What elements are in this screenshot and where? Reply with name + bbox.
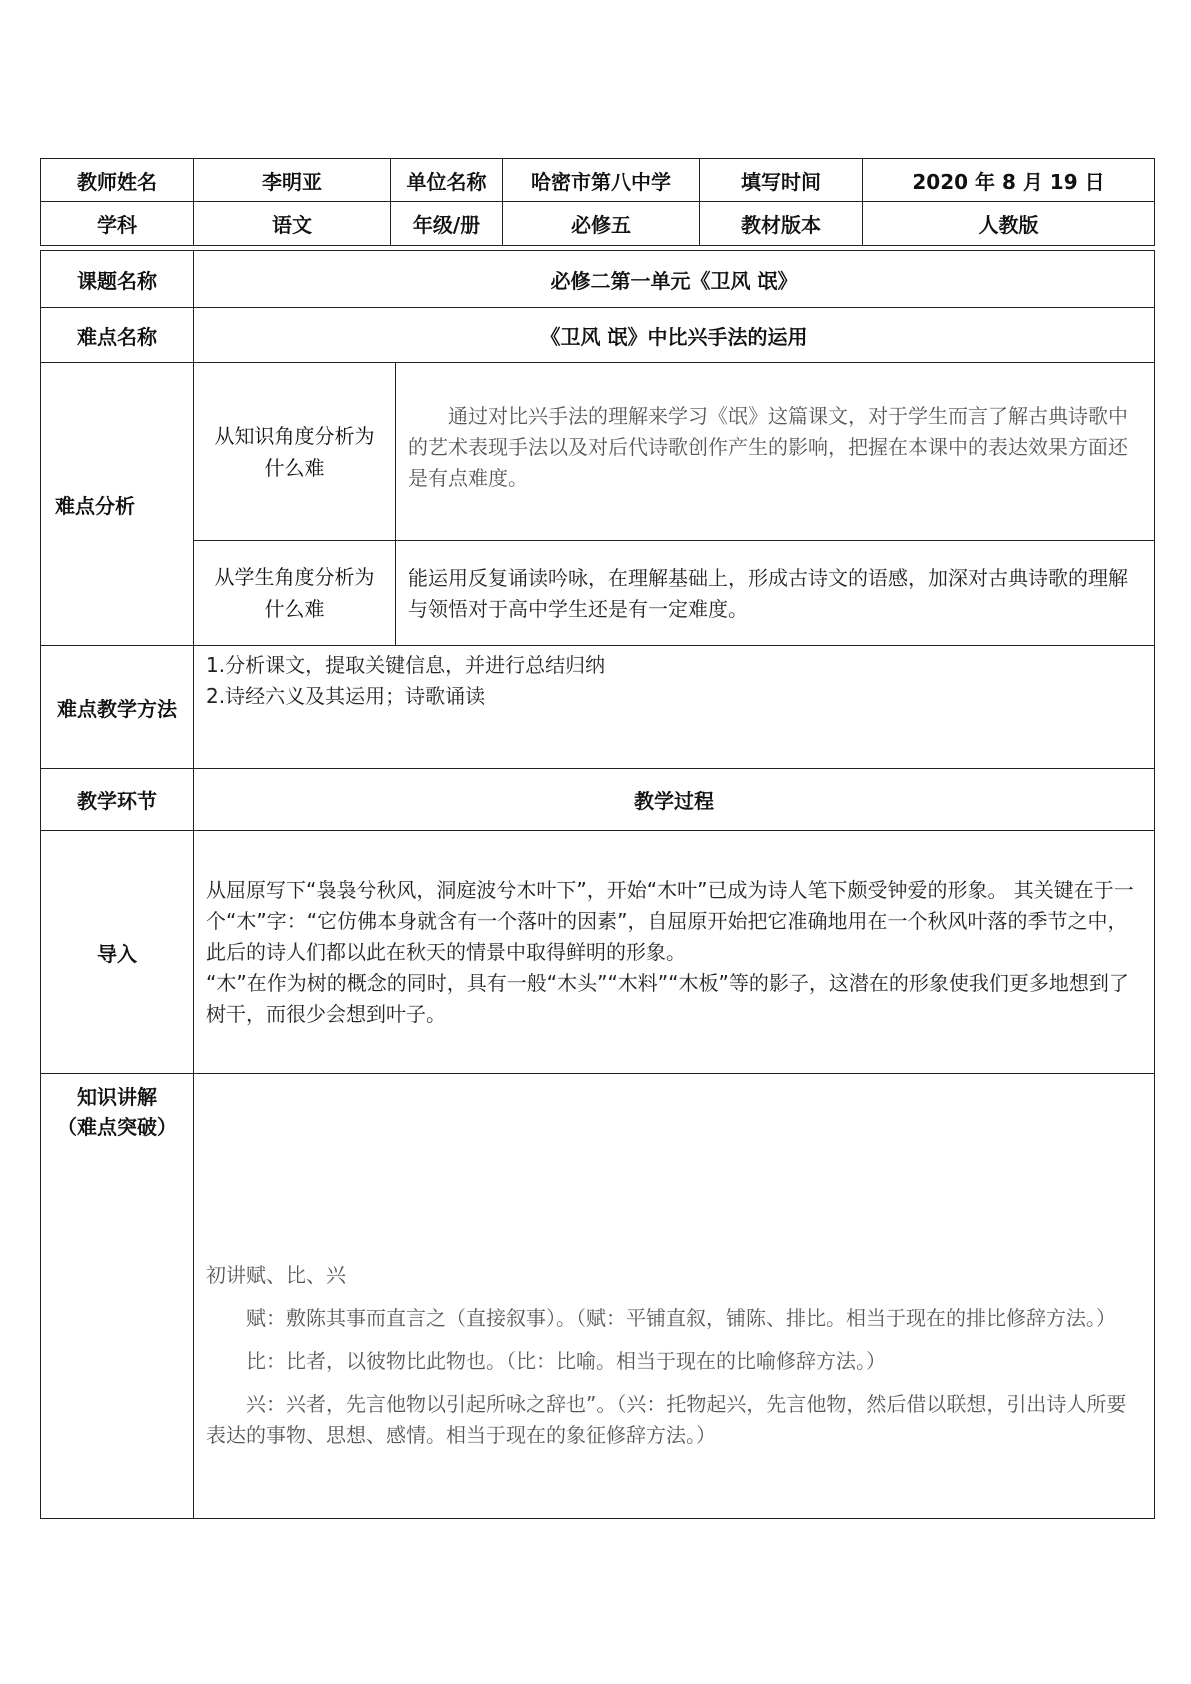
fill-time-value: 2020 年 8 月 19 日 — [862, 158, 1155, 202]
method-label: 难点教学方法 — [40, 645, 194, 769]
edition-label: 教材版本 — [699, 201, 863, 246]
student-angle-content — [395, 540, 1155, 646]
knowledge-angle-text: 从知识角度分析为什么难 — [214, 423, 375, 480]
knowledge-explain-line-1: 知识讲解 — [77, 1085, 157, 1109]
knowledge-heading: 初讲赋、比、兴 — [206, 1263, 346, 1287]
teacher-name-label: 教师姓名 — [40, 158, 194, 202]
intro-paragraph-2: “木”在作为树的概念的同时，具有一般“木头”“木料”“木板”等的影子，这潜在的形象使我们更多地想到了树干，而很少会想到叶子。 — [206, 971, 1129, 1026]
unit-name-label: 单位名称 — [390, 158, 503, 202]
knowledge-fu: 赋：敷陈其事而直言之（直接叙事）。（赋：平铺直叙，铺陈、排比。相当于现在的排比修辞方法。） — [246, 1306, 1116, 1330]
knowledge-angle-label — [193, 362, 396, 541]
method-line-1: 1.分析课文，提取关键信息，并进行总结归纳 — [206, 653, 606, 677]
knowledge-explain-line-2: （难点突破） — [57, 1115, 177, 1139]
topic-label: 课题名称 — [40, 250, 194, 308]
knowledge-explain-content — [193, 1073, 1155, 1519]
method-content — [193, 645, 1155, 769]
edition-value: 人教版 — [862, 201, 1155, 246]
knowledge-angle-paragraph: 通过对比兴手法的理解来学习《氓》这篇课文，对于学生而言了解古典诗歌中的艺术表现手法以及对后代诗歌创作产生的影响，把握在本课中的表达效果方面还是有点难度。 — [408, 404, 1128, 490]
difficulty-label: 难点名称 — [40, 307, 194, 363]
teaching-process-label: 教学过程 — [193, 768, 1155, 831]
knowledge-bi: 比：比者，以彼物比此物也。（比：比喻。相当于现在的比喻修辞方法。） — [246, 1349, 886, 1373]
intro-content — [193, 830, 1155, 1074]
analysis-label: 难点分析 — [40, 362, 194, 646]
topic-value: 必修二第一单元《卫风 氓》 — [193, 250, 1155, 308]
method-line-2: 2.诗经六义及其运用；诗歌诵读 — [206, 684, 486, 708]
student-angle-label — [193, 540, 396, 646]
knowledge-angle-content — [395, 362, 1155, 541]
intro-label: 导入 — [40, 830, 194, 1074]
fill-time-label: 填写时间 — [699, 158, 863, 202]
teacher-name-value: 李明亚 — [193, 158, 391, 202]
unit-name-value: 哈密市第八中学 — [502, 158, 700, 202]
difficulty-value: 《卫风 氓》中比兴手法的运用 — [193, 307, 1155, 363]
knowledge-explain-label — [40, 1073, 194, 1519]
teaching-stage-label: 教学环节 — [40, 768, 194, 831]
subject-label: 学科 — [40, 201, 194, 246]
grade-label: 年级/册 — [390, 201, 503, 246]
knowledge-xing: 兴：兴者，先言他物以引起所咏之辞也”。（兴：托物起兴，先言他物，然后借以联想，引出诗人所要表达的事物、思想、感情。相当于现在的象征修辞方法。） — [206, 1392, 1127, 1447]
grade-value: 必修五 — [502, 201, 700, 246]
student-angle-paragraph: 能运用反复诵读吟咏，在理解基础上，形成古诗文的语感，加深对古典诗歌的理解与领悟对于高中学生还是有一定难度。 — [408, 566, 1128, 621]
student-angle-text: 从学生角度分析为什么难 — [214, 565, 375, 621]
subject-value: 语文 — [193, 201, 391, 246]
intro-paragraph-1: 从屈原写下“袅袅兮秋风，洞庭波兮木叶下”，开始“木叶”已成为诗人笔下颇受钟爱的形象。 其关键在于一个“木”字：“它仿佛本身就含有一个落叶的因素”，自屈原开始把它准确地用在一个秋风叶落的季节之中，此后的诗人们都以此在秋天的情景中取得鲜明的形象。 — [206, 878, 1134, 964]
